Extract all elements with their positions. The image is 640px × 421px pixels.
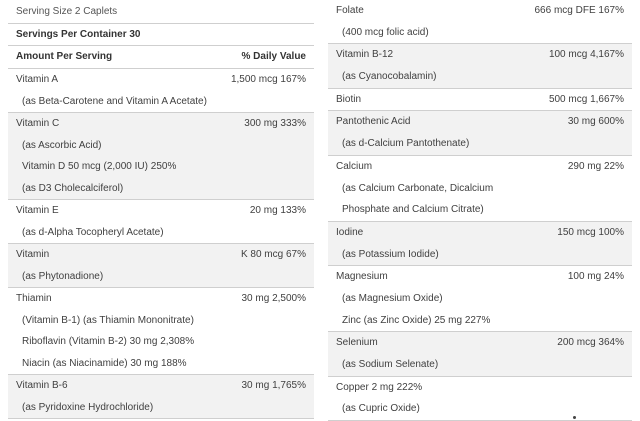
nutrient-detail: (as D3 Cholecalciferol) bbox=[22, 182, 124, 194]
nutrient-name: Vitamin A bbox=[16, 74, 59, 85]
nutrient-line bbox=[8, 200, 314, 222]
amount-per-serving-header: Amount Per Serving bbox=[16, 51, 113, 62]
nutrient-name: Vitamin bbox=[16, 249, 50, 260]
nutrient-row bbox=[328, 0, 632, 44]
nutrient-row bbox=[8, 244, 314, 288]
nutrient-line bbox=[328, 222, 632, 244]
nutrient-value: 30 mg 1,765% bbox=[241, 380, 306, 391]
nutrient-row bbox=[328, 156, 632, 222]
nutrient-row bbox=[8, 375, 314, 419]
nutrient-detail: (Vitamin B-1) (as Thiamin Mononitrate) bbox=[22, 314, 194, 326]
nutrient-row bbox=[328, 89, 632, 112]
nutrient-name: Iodine bbox=[336, 226, 364, 238]
nutrient-name: Vitamin C bbox=[16, 118, 60, 129]
nutrient-row bbox=[328, 44, 632, 88]
daily-value-header: % Daily Value bbox=[241, 51, 306, 62]
nutrient-detail: (400 mcg folic acid) bbox=[342, 26, 429, 38]
nutrient-name: Folate bbox=[336, 5, 364, 16]
nutrient-name: Thiamin bbox=[16, 293, 52, 304]
nutrient-row bbox=[8, 288, 314, 375]
nutrient-value: 200 mcg 364% bbox=[557, 337, 624, 349]
nutrient-value: 150 mcg 100% bbox=[557, 226, 624, 238]
nutrient-value: 500 mcg 1,667% bbox=[548, 93, 624, 105]
nutrient-name: Pantothenic Acid bbox=[336, 116, 411, 128]
table-header bbox=[8, 46, 314, 69]
nutrient-value: 20 mg 133% bbox=[249, 205, 306, 216]
nutrient-name: Magnesium bbox=[336, 271, 388, 283]
nutrient-line bbox=[328, 377, 632, 399]
nutrient-row bbox=[8, 69, 314, 113]
nutrient-value: 30 mg 2,500% bbox=[241, 293, 306, 304]
nutrient-row bbox=[328, 222, 632, 266]
nutrient-detail: (as d-Alpha Tocopheryl Acetate) bbox=[22, 226, 164, 238]
nutrient-detail: (as Beta-Carotene and Vitamin A Acetate) bbox=[22, 95, 207, 107]
nutrient-row bbox=[8, 113, 314, 200]
nutrient-detail: Zinc (as Zinc Oxide) 25 mg 227% bbox=[342, 314, 491, 326]
nutrient-detail: (as Cyanocobalamin) bbox=[342, 71, 437, 83]
nutrient-list-left bbox=[8, 69, 314, 419]
nutrient-detail: Phosphate and Calcium Citrate) bbox=[342, 204, 484, 216]
nutrient-line bbox=[8, 69, 314, 91]
nutrient-detail: Niacin (as Niacinamide) 30 mg 188% bbox=[22, 357, 187, 369]
nutrient-detail: (as Cupric Oxide) bbox=[342, 403, 420, 415]
nutrient-detail: (as d-Calcium Pantothenate) bbox=[342, 138, 470, 150]
nutrient-line bbox=[8, 244, 314, 266]
nutrient-line bbox=[328, 156, 632, 178]
nutrient-value: 100 mg 24% bbox=[567, 271, 624, 283]
nutrient-detail: (as Phytonadione) bbox=[22, 270, 104, 282]
nutrient-list-right bbox=[328, 0, 632, 421]
nutrient-value: 1,500 mcg 167% bbox=[230, 74, 306, 85]
nutrient-row bbox=[328, 377, 632, 421]
supplement-facts-left-column bbox=[8, 0, 314, 419]
nutrient-detail: (as Ascorbic Acid) bbox=[22, 139, 102, 151]
nutrient-name: Vitamin B-6 bbox=[16, 380, 68, 391]
nutrient-detail: Vitamin D 50 mcg (2,000 IU) 250% bbox=[22, 161, 177, 172]
nutrient-detail: (as Sodium Selenate) bbox=[342, 359, 439, 370]
serving-size: Serving Size 2 Caplets bbox=[8, 0, 314, 24]
nutrient-row bbox=[328, 111, 632, 155]
nutrient-name: Biotin bbox=[336, 93, 362, 105]
nutrient-name: Calcium bbox=[336, 160, 373, 172]
nutrient-row bbox=[8, 200, 314, 244]
nutrient-value: 290 mg 22% bbox=[567, 160, 624, 172]
nutrient-line bbox=[328, 266, 632, 288]
nutrient-line bbox=[8, 375, 314, 397]
nutrient-value: 666 mcg DFE 167% bbox=[534, 5, 624, 16]
nutrient-name: Copper 2 mg 222% bbox=[336, 381, 423, 393]
nutrient-row bbox=[328, 332, 632, 376]
nutrient-name: Vitamin B-12 bbox=[336, 49, 394, 61]
nutrient-name: Selenium bbox=[336, 337, 378, 349]
nutrient-line bbox=[328, 111, 632, 133]
nutrient-value: 300 mg 333% bbox=[244, 118, 306, 129]
nutrient-line bbox=[8, 288, 314, 310]
nutrient-line bbox=[328, 44, 632, 66]
nutrient-detail: (as Pyridoxine Hydrochloride) bbox=[22, 401, 154, 413]
nutrient-value: K 80 mcg 67% bbox=[240, 249, 306, 260]
nutrient-line bbox=[328, 0, 632, 22]
servings-per-container: Servings Per Container 30 bbox=[8, 24, 314, 46]
nutrient-value: 30 mg 600% bbox=[567, 116, 624, 128]
nutrient-row bbox=[328, 266, 632, 332]
nutrient-value: 100 mcg 4,167% bbox=[548, 49, 624, 61]
nutrient-detail: (as Calcium Carbonate, Dicalcium bbox=[342, 182, 494, 194]
nutrient-line bbox=[8, 113, 314, 135]
nutrient-line bbox=[328, 89, 632, 111]
nutrient-detail: Riboflavin (Vitamin B-2) 30 mg 2,308% bbox=[22, 336, 195, 347]
nutrient-detail: (as Magnesium Oxide) bbox=[342, 292, 443, 304]
nutrient-detail: (as Potassium Iodide) bbox=[342, 248, 439, 260]
nutrient-name: Vitamin E bbox=[16, 205, 59, 216]
nutrient-line bbox=[328, 332, 632, 354]
supplement-facts-right-column bbox=[328, 0, 632, 421]
